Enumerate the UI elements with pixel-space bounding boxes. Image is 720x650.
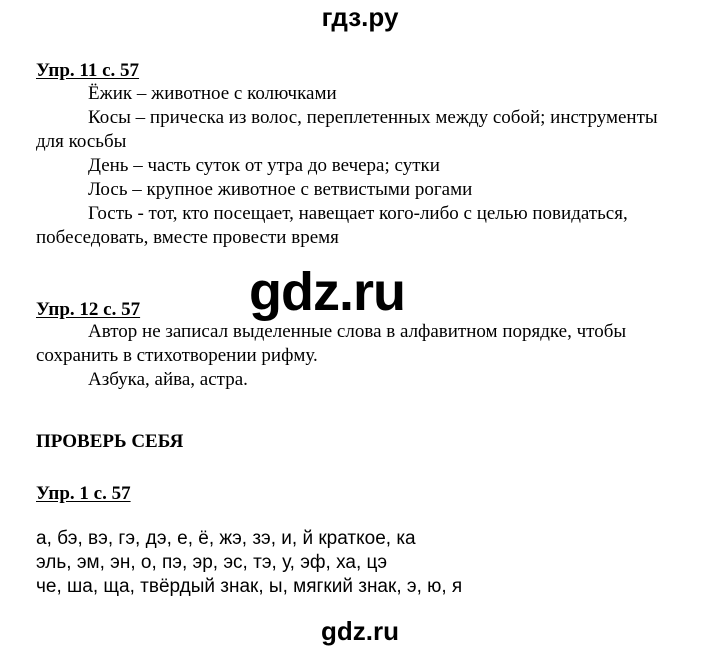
- definition-line: Ёжик – животное с колючками: [88, 83, 337, 104]
- watermark-logo: gdz.ru: [249, 262, 405, 322]
- answer-line: Автор не записал выделенные слова в алфавитном порядке, чтобы: [88, 321, 627, 342]
- definition-line-continuation: для косьбы: [36, 131, 127, 152]
- alphabet-line: эль, эм, эн, о, пэ, эр, эс, тэ, у, эф, ха, цэ: [36, 552, 388, 573]
- definition-line: День – часть суток от утра до вечера; сутки: [88, 155, 440, 176]
- definition-line: Косы – прическа из волос, переплетенных между собой; инструменты: [88, 107, 658, 128]
- site-title: гдз.ру: [321, 2, 399, 32]
- definition-line: Гость - тот, кто посещает, навещает кого-либо с целью повидаться,: [88, 203, 628, 224]
- check-yourself-title: ПРОВЕРЬ СЕБЯ: [36, 431, 184, 452]
- exercise-1-heading: Упр. 1 с. 57: [36, 483, 131, 504]
- answer-line: Азбука, айва, астра.: [88, 369, 248, 390]
- alphabet-line: а, бэ, вэ, гэ, дэ, е, ё, жэ, зэ, и, й краткое, ка: [36, 528, 416, 549]
- exercise-12-heading: Упр. 12 с. 57: [36, 299, 141, 320]
- definition-line-continuation: побеседовать, вместе провести время: [36, 227, 339, 248]
- exercise-11-heading: Упр. 11 с. 57: [36, 60, 140, 81]
- answer-line-continuation: сохранить в стихотворении рифму.: [36, 345, 318, 366]
- alphabet-line: че, ша, ща, твёрдый знак, ы, мягкий знак, э, ю, я: [36, 576, 463, 597]
- definition-line: Лось – крупное животное с ветвистыми рогами: [88, 179, 473, 200]
- footer-watermark: gdz.ru: [321, 616, 399, 646]
